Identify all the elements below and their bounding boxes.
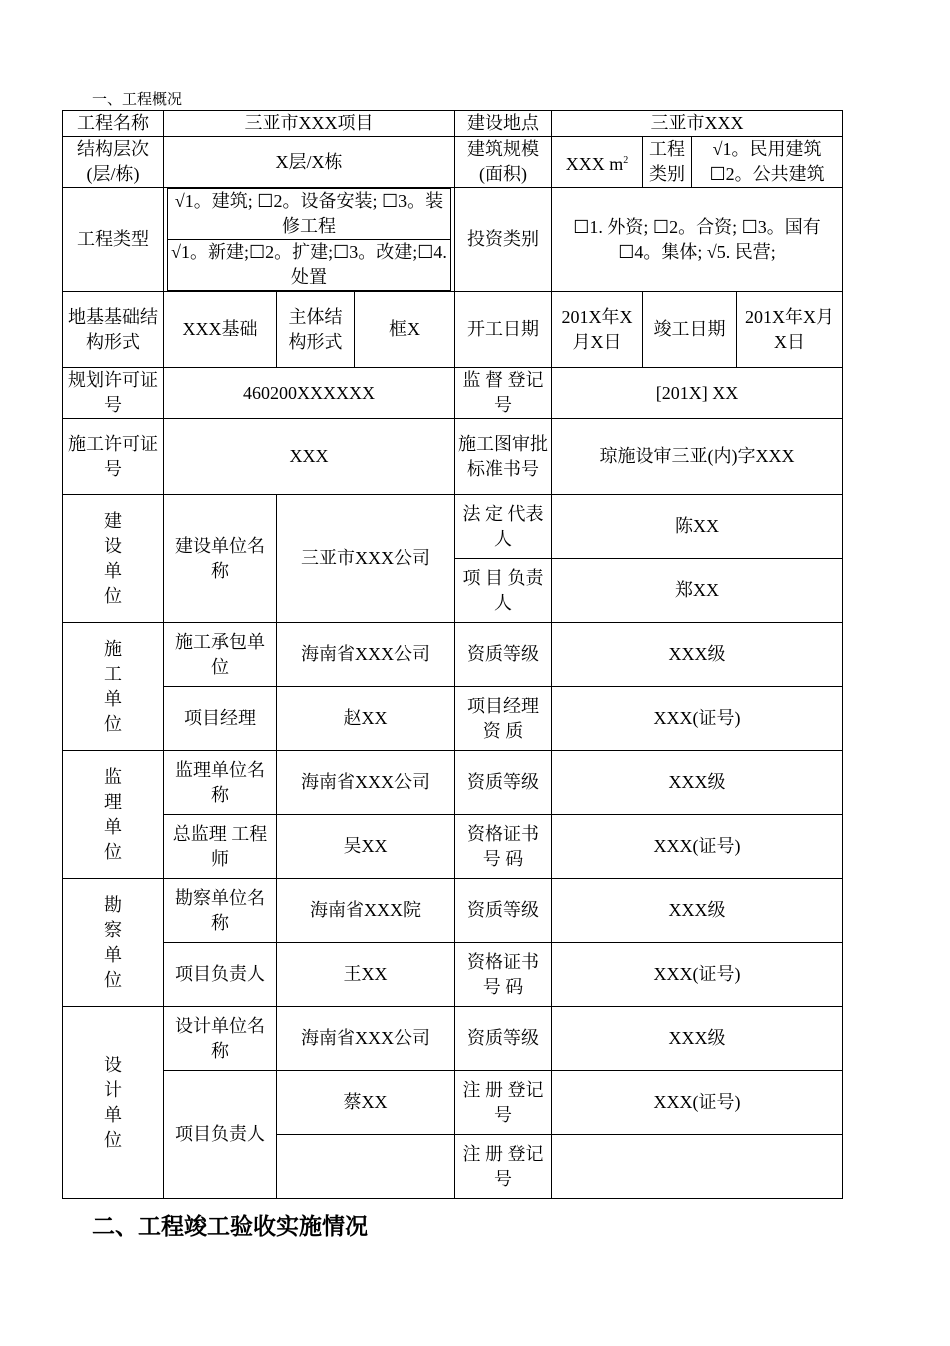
survey-qual-label: 资质等级 (455, 879, 552, 943)
construct-unit-group: 施工单位 (63, 623, 164, 751)
type-line-2: √1。新建;☐2。扩建;☐3。改建;☐4. 处置 (168, 240, 451, 291)
category-options (692, 137, 843, 188)
build-unit-name-value: 三亚市XXX公司 (277, 495, 455, 623)
supervision-qual-label: 资质等级 (455, 751, 552, 815)
scale-value: XXX $m^2$ (552, 137, 643, 188)
survey-name-value: 海南省XXX院 (277, 879, 455, 943)
type-options (164, 188, 455, 292)
planning-value: 460200XXXXXX (164, 368, 455, 419)
row-planning (63, 368, 843, 419)
supervision-cert-label: 资格证书 号 码 (455, 815, 552, 879)
design-leader-value-2 (277, 1135, 455, 1199)
construct-qual-label: 资质等级 (455, 623, 552, 687)
project-name-label: 工程名称 (63, 111, 164, 137)
chief-supervisor-value: 吴XX (277, 815, 455, 879)
design-reg2-label: 注 册 登记号 (455, 1135, 552, 1199)
project-overview-table (62, 110, 843, 1199)
category-option-2: ☐2。公共建筑 (709, 164, 825, 184)
survey-qual-value: XXX级 (552, 879, 843, 943)
survey-name-label: 勘察单位名称 (164, 879, 277, 943)
finish-date-value: 201X年X月X日 (737, 292, 843, 368)
row-structure (63, 137, 843, 188)
supervise-reg-value: [201X] XX (552, 368, 843, 419)
design-reg-label: 注 册 登记号 (455, 1071, 552, 1135)
chief-supervisor-label: 总监理 工程师 (164, 815, 277, 879)
permit-value: XXX (164, 419, 455, 495)
survey-cert-label: 资格证书 号 码 (455, 943, 552, 1007)
drawing-approval-value: 琼施设审三亚(内)字XXX (552, 419, 843, 495)
invest-options (552, 188, 843, 292)
drawing-approval-label: 施工图审批标准书号 (455, 419, 552, 495)
pm-label: 项目经理 (164, 687, 277, 751)
legal-rep-label: 法 定 代表人 (455, 495, 552, 559)
legal-rep-value: 陈XX (552, 495, 843, 559)
pm-value: 赵XX (277, 687, 455, 751)
type-line-1: √1。建筑; ☐2。设备安装; ☐3。装修工程 (168, 189, 451, 240)
section-2-title: 二、工程竣工验收实施情况 (92, 1214, 368, 1240)
construct-unit-row-2 (63, 687, 843, 751)
start-date-label: 开工日期 (455, 292, 552, 368)
category-label: 工程类别 (643, 137, 692, 188)
category-option-1: √1。民用建筑 (712, 139, 822, 159)
contractor-value: 海南省XXX公司 (277, 623, 455, 687)
survey-leader-value: 王XX (277, 943, 455, 1007)
supervision-unit-row-2 (63, 815, 843, 879)
build-leader-value: 郑XX (552, 559, 843, 623)
foundation-label: 地基基础结构形式 (63, 292, 164, 368)
survey-leader-label: 项目负责人 (164, 943, 277, 1007)
location-label: 建设地点 (455, 111, 552, 137)
survey-unit-row-1 (63, 879, 843, 943)
supervision-unit-group: 监理单位 (63, 751, 164, 879)
row-project-name (63, 111, 843, 137)
permit-label: 施工许可证号 (63, 419, 164, 495)
location-value: 三亚市XXX (552, 111, 843, 137)
design-leader-label: 项目负责人 (164, 1071, 277, 1199)
supervision-qual-value: XXX级 (552, 751, 843, 815)
section-1-title: 一、工程概况 (92, 92, 183, 108)
pm-qual-label: 项目经理 资 质 (455, 687, 552, 751)
build-unit-name-label: 建设单位名称 (164, 495, 277, 623)
main-structure-label: 主体结构形式 (277, 292, 355, 368)
invest-line-2: ☐4。集体; √5. 民营; (618, 241, 776, 262)
supervise-reg-label: 监 督 登记号 (455, 368, 552, 419)
start-date-value: 201X年X月X日 (552, 292, 643, 368)
build-unit-row-1 (63, 495, 843, 559)
planning-label: 规划许可证号 (63, 368, 164, 419)
type-label: 工程类型 (63, 188, 164, 292)
finish-date-label: 竣工日期 (643, 292, 737, 368)
row-type (63, 188, 843, 292)
construct-qual-value: XXX级 (552, 623, 843, 687)
scale-label: 建筑规模(面积) (455, 137, 552, 188)
invest-label: 投资类别 (455, 188, 552, 292)
build-unit-group: 建设单位 (63, 495, 164, 623)
invest-line-1: ☐1. 外资; ☐2。合资; ☐3。国有 (573, 216, 821, 237)
design-name-value: 海南省XXX公司 (277, 1007, 455, 1071)
pm-qual-value: XXX(证号) (552, 687, 843, 751)
row-permit (63, 419, 843, 495)
design-leader-value: 蔡XX (277, 1071, 455, 1135)
construct-unit-row-1 (63, 623, 843, 687)
supervision-name-label: 监理单位名称 (164, 751, 277, 815)
design-reg-value: XXX(证号) (552, 1071, 843, 1135)
contractor-label: 施工承包单位 (164, 623, 277, 687)
survey-cert-value: XXX(证号) (552, 943, 843, 1007)
design-qual-label: 资质等级 (455, 1007, 552, 1071)
build-leader-label: 项 目 负责人 (455, 559, 552, 623)
supervision-cert-value: XXX(证号) (552, 815, 843, 879)
design-unit-row-2 (63, 1071, 843, 1135)
structure-value: X层/X栋 (164, 137, 455, 188)
supervision-name-value: 海南省XXX公司 (277, 751, 455, 815)
foundation-value: XXX基础 (164, 292, 277, 368)
survey-unit-row-2 (63, 943, 843, 1007)
design-unit-group: 设计单位 (63, 1007, 164, 1199)
survey-unit-group: 勘察单位 (63, 879, 164, 1007)
design-reg2-value (552, 1135, 843, 1199)
design-qual-value: XXX级 (552, 1007, 843, 1071)
main-structure-value: 框X (355, 292, 455, 368)
design-name-label: 设计单位名称 (164, 1007, 277, 1071)
supervision-unit-row-1 (63, 751, 843, 815)
project-name-value: 三亚市XXX项目 (164, 111, 455, 137)
structure-label: 结构层次(层/栋) (63, 137, 164, 188)
row-foundation (63, 292, 843, 368)
design-unit-row-1 (63, 1007, 843, 1071)
